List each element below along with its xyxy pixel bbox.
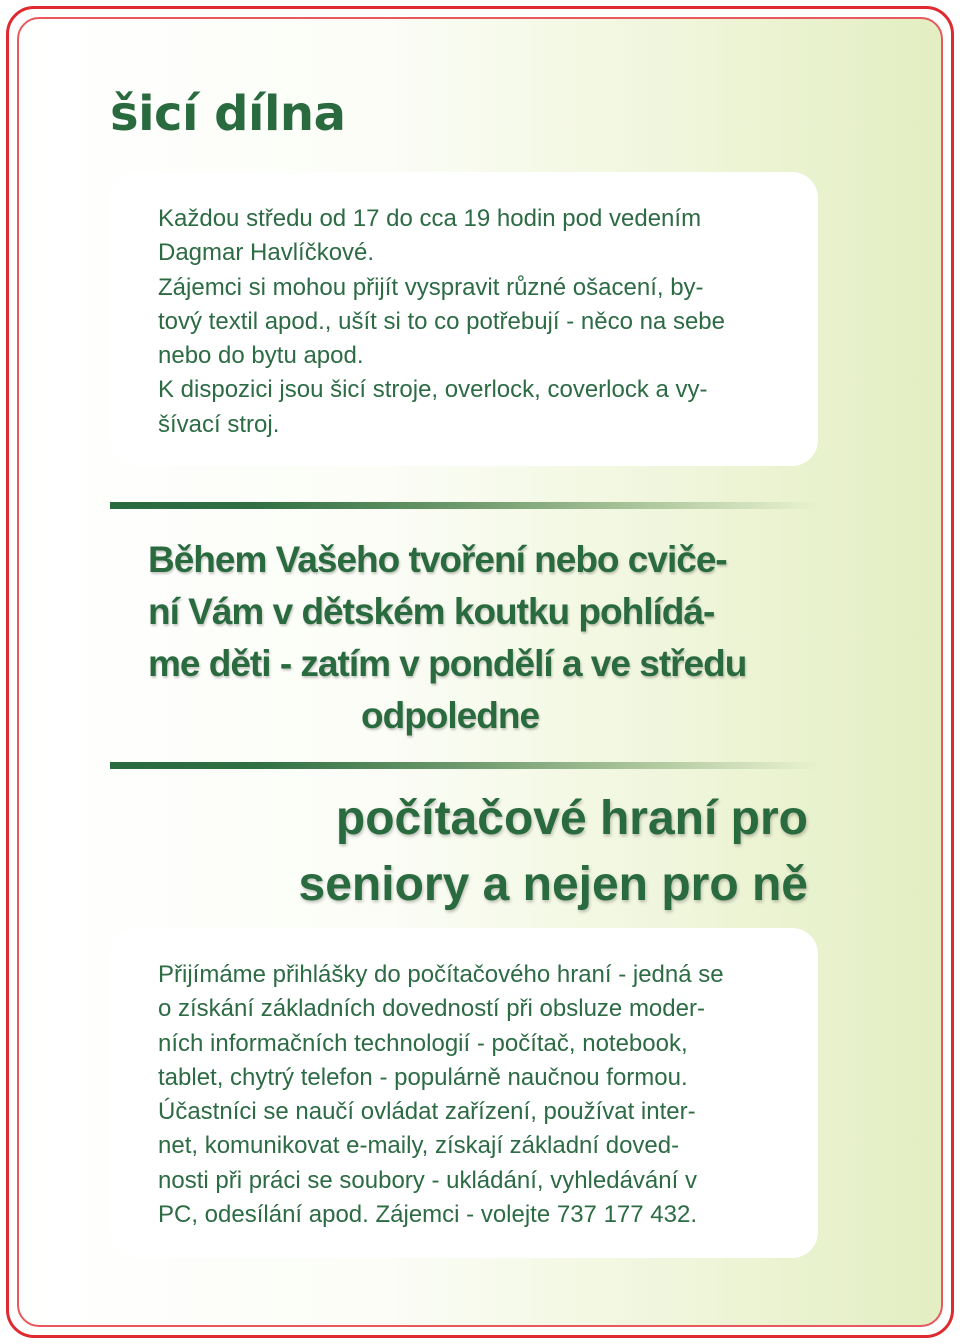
computer-line: PC, odesílání apod. Zájemci - volejte 737 177 432. [158, 1201, 697, 1229]
section-divider [110, 502, 820, 509]
computer-line: tablet, chytrý telefon - populárně naučnou formou. [158, 1063, 688, 1091]
computer-heading-line: seniory a nejen pro ně [298, 858, 808, 911]
childcare-line: odpoledne [361, 695, 540, 736]
workshop-line: K dispozici jsou šicí stroje, overlock, coverlock a vy- [158, 376, 708, 404]
page-title: šicí dílna [110, 86, 346, 142]
computer-info-text [158, 958, 774, 1232]
workshop-line: Zájemci si mohou přijít vyspravit různé ošacení, by- [158, 273, 704, 301]
childcare-line: ní Vám v dětském koutku pohlídá- [148, 591, 715, 632]
computer-section-heading [299, 786, 808, 918]
computer-line: net, komunikovat e-maily, získají základní doved- [158, 1132, 680, 1160]
workshop-line: šívací stroj. [158, 410, 280, 438]
section-divider [110, 762, 820, 769]
childcare-line: me děti - zatím v pondělí a ve středu [148, 643, 747, 684]
workshop-line: nebo do bytu apod. [158, 342, 364, 370]
workshop-info-text [158, 202, 774, 442]
computer-line: ních informačních technologií - počítač, notebook, [158, 1029, 688, 1057]
computer-line: o získání základních dovedností při obsluze moder- [158, 995, 705, 1023]
workshop-line: Každou středu od 17 do cca 19 hodin pod vedením [158, 205, 702, 232]
computer-line: Účastníci se naučí ovládat zařízení, používat inter- [158, 1098, 696, 1126]
workshop-line: Dagmar Havlíčkové. [158, 239, 375, 267]
workshop-info-card [110, 172, 818, 466]
computer-line: nosti při práci se soubory - ukládání, vyhledávání v [158, 1166, 697, 1194]
computer-info-card [110, 928, 818, 1258]
childcare-line: Během Vašeho tvoření nebo cviče- [148, 539, 727, 580]
computer-line: Přijímáme přihlášky do počítačového hraní - jedná se [158, 961, 724, 988]
computer-heading-line: počítačové hraní pro [335, 792, 808, 845]
childcare-announcement [148, 534, 773, 742]
workshop-line: tový textil apod., ušít si to co potřebují - něco na sebe [158, 307, 725, 335]
